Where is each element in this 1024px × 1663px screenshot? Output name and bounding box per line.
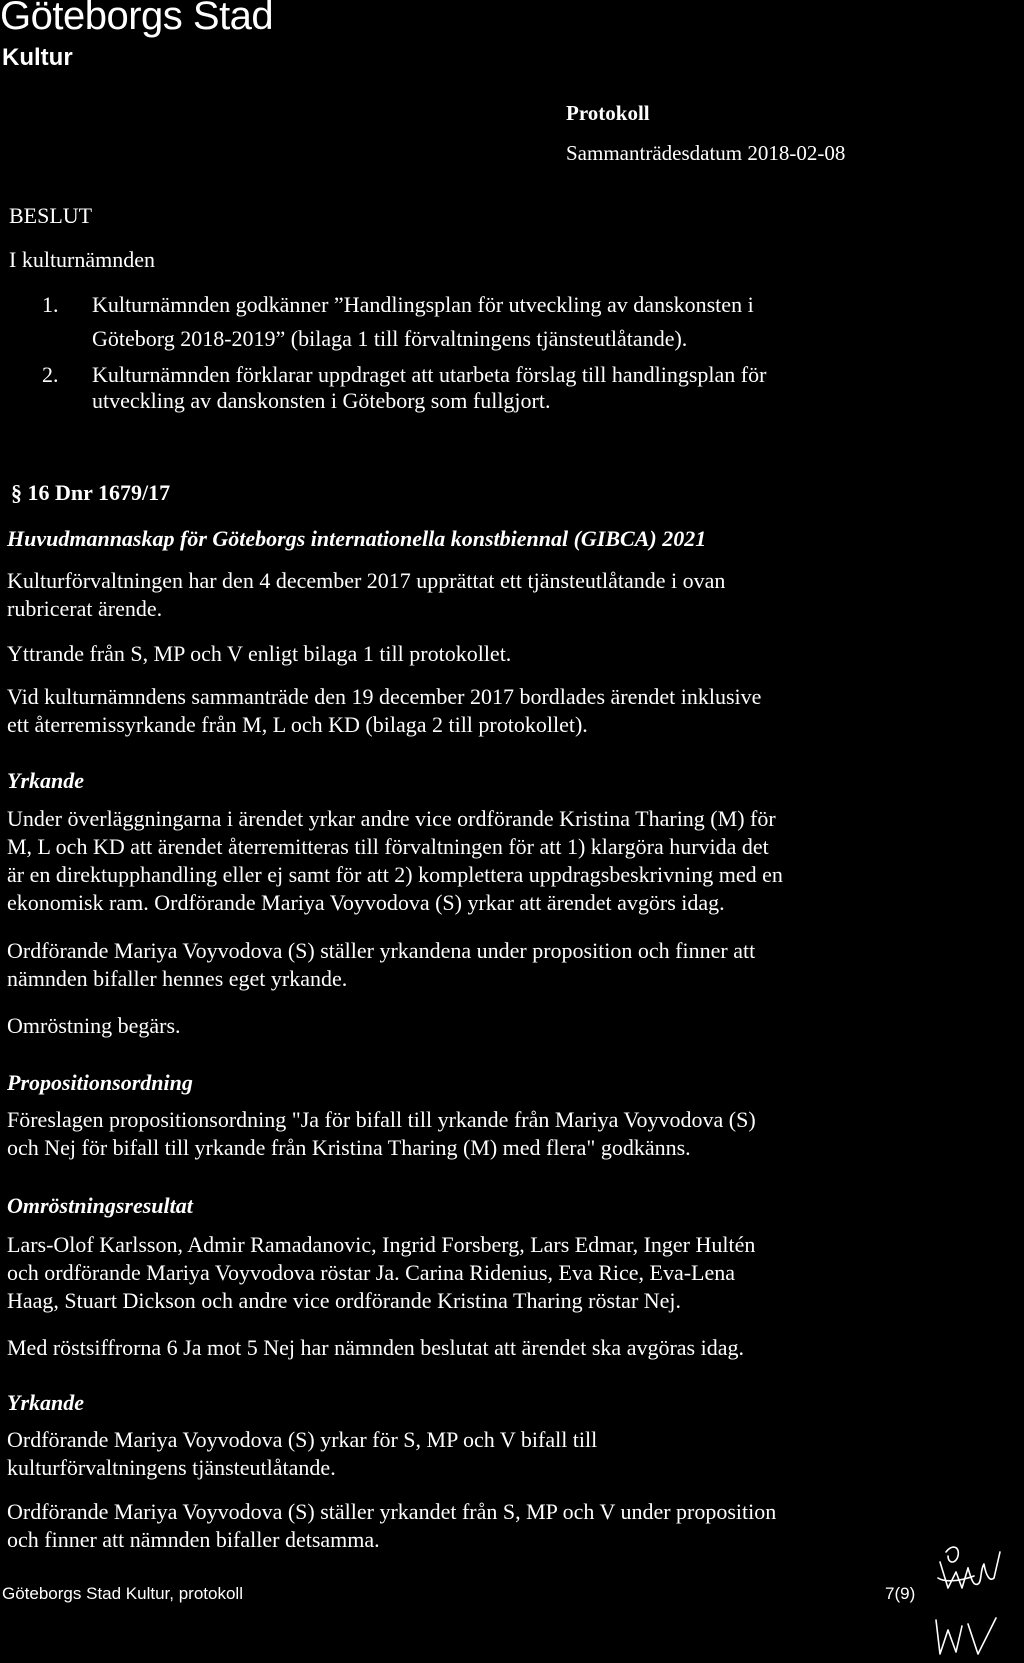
logo-title: Göteborgs Stad <box>0 0 274 38</box>
paragraph <box>7 1231 755 1315</box>
paragraph <box>7 567 725 623</box>
paragraph: Omröstning begärs. <box>7 1013 181 1038</box>
meeting-date: Sammanträdesdatum 2018-02-08 <box>566 141 846 165</box>
subheading-omrostningsresultat: Omröstningsresultat <box>7 1193 193 1218</box>
beslut-heading: BESLUT <box>9 203 93 228</box>
paragraph <box>7 805 783 917</box>
paragraph-line: ett återremissyrkande från M, L och KD (bilaga 2 till protokollet). <box>7 712 588 737</box>
item-line: utveckling av danskonsten i Göteborg som fullgjort. <box>92 388 551 413</box>
paragraph-line: rubricerat ärende. <box>7 596 163 621</box>
paragraph-line: Under överläggningarna i ärendet yrkar andre vice ordförande Kristina Tharing (M) för <box>7 806 776 831</box>
subheading-yrkande: Yrkande <box>7 768 84 793</box>
item-line: Kulturnämnden förklarar uppdraget att utarbeta förslag till handlingsplan för <box>92 362 767 387</box>
paragraph-line: Vid kulturnämndens sammanträde den 19 december 2017 bordlades ärendet inklusive <box>7 684 762 709</box>
paragraph-line: Ordförande Mariya Voyvodova (S) ställer yrkandena under proposition och finner att <box>7 938 756 963</box>
paragraph-line: ekonomisk ram. Ordförande Mariya Voyvodova (S) yrkar att ärendet avgörs idag. <box>7 890 725 915</box>
paragraph-line: Ordförande Mariya Voyvodova (S) yrkar för S, MP och V bifall till <box>7 1427 598 1452</box>
paragraph-line: nämnden bifaller hennes eget yrkande. <box>7 966 348 991</box>
paragraph: Yttrande från S, MP och V enligt bilaga 1 till protokollet. <box>7 641 512 666</box>
paragraph <box>7 683 761 739</box>
item-line: Göteborg 2018-2019” (bilaga 1 till förvaltningens tjänsteutlåtande). <box>92 326 688 351</box>
logo-subtitle: Kultur <box>2 44 73 71</box>
paragraph-line: och ordförande Mariya Voyvodova röstar Ja. Carina Ridenius, Eva Rice, Eva-Lena <box>7 1260 736 1285</box>
beslut-item-1 <box>42 291 754 353</box>
footer-text: Göteborgs Stad Kultur, protokoll <box>2 1584 243 1603</box>
paragraph-line: kulturförvaltningens tjänsteutlåtande. <box>7 1455 336 1480</box>
paragraph-line: M, L och KD att ärendet återremitteras till förvaltningen för att 1) klargöra hurvida det <box>7 834 769 859</box>
paragraph <box>7 1498 776 1554</box>
item-line: Kulturnämnden godkänner ”Handlingsplan för utveckling av danskonsten i <box>92 292 754 317</box>
paragraph-line: Lars-Olof Karlsson, Admir Ramadanovic, Ingrid Forsberg, Lars Edmar, Inger Hultén <box>7 1232 756 1257</box>
paragraph-line: Kulturförvaltningen har den 4 december 2017 upprättat ett tjänsteutlåtande i ovan <box>7 568 726 593</box>
section-title: Huvudmannaskap för Göteborgs internationella konstbiennal (GIBCA) 2021 <box>7 526 707 551</box>
section-number: § 16 Dnr 1679/17 <box>11 480 171 505</box>
paragraph-line: och finner att nämnden bifaller detsamma. <box>7 1527 380 1552</box>
item-number: 2. <box>42 362 59 387</box>
beslut-item-2 <box>42 361 767 415</box>
handwritten-signature <box>918 1542 1018 1662</box>
doc-type: Protokoll <box>566 101 650 125</box>
subheading-yrkande: Yrkande <box>7 1390 84 1415</box>
paragraph <box>7 1106 756 1162</box>
paragraph-line: Föreslagen propositionsordning "Ja för bifall till yrkande från Mariya Voyvodova (S) <box>7 1107 756 1132</box>
paragraph-line: Ordförande Mariya Voyvodova (S) ställer yrkandet från S, MP och V under proposition <box>7 1499 777 1524</box>
paragraph: Med röstsiffrorna 6 Ja mot 5 Nej har nämnden beslutat att ärendet ska avgöras idag. <box>7 1335 744 1360</box>
paragraph-line: Haag, Stuart Dickson och andre vice ordförande Kristina Tharing röstar Nej. <box>7 1288 682 1313</box>
beslut-intro: I kulturnämnden <box>9 247 156 272</box>
paragraph-line: är en direktupphandling eller ej samt för att 2) komplettera uppdragsbeskrivning med en <box>7 862 783 887</box>
paragraph <box>7 937 755 993</box>
paragraph <box>7 1426 597 1482</box>
subheading-propositionsordning: Propositionsordning <box>7 1070 193 1095</box>
paragraph-line: och Nej för bifall till yrkande från Kristina Tharing (M) med flera" godkänns. <box>7 1135 691 1160</box>
page-number: 7(9) <box>885 1584 916 1603</box>
item-number: 1. <box>42 292 59 317</box>
